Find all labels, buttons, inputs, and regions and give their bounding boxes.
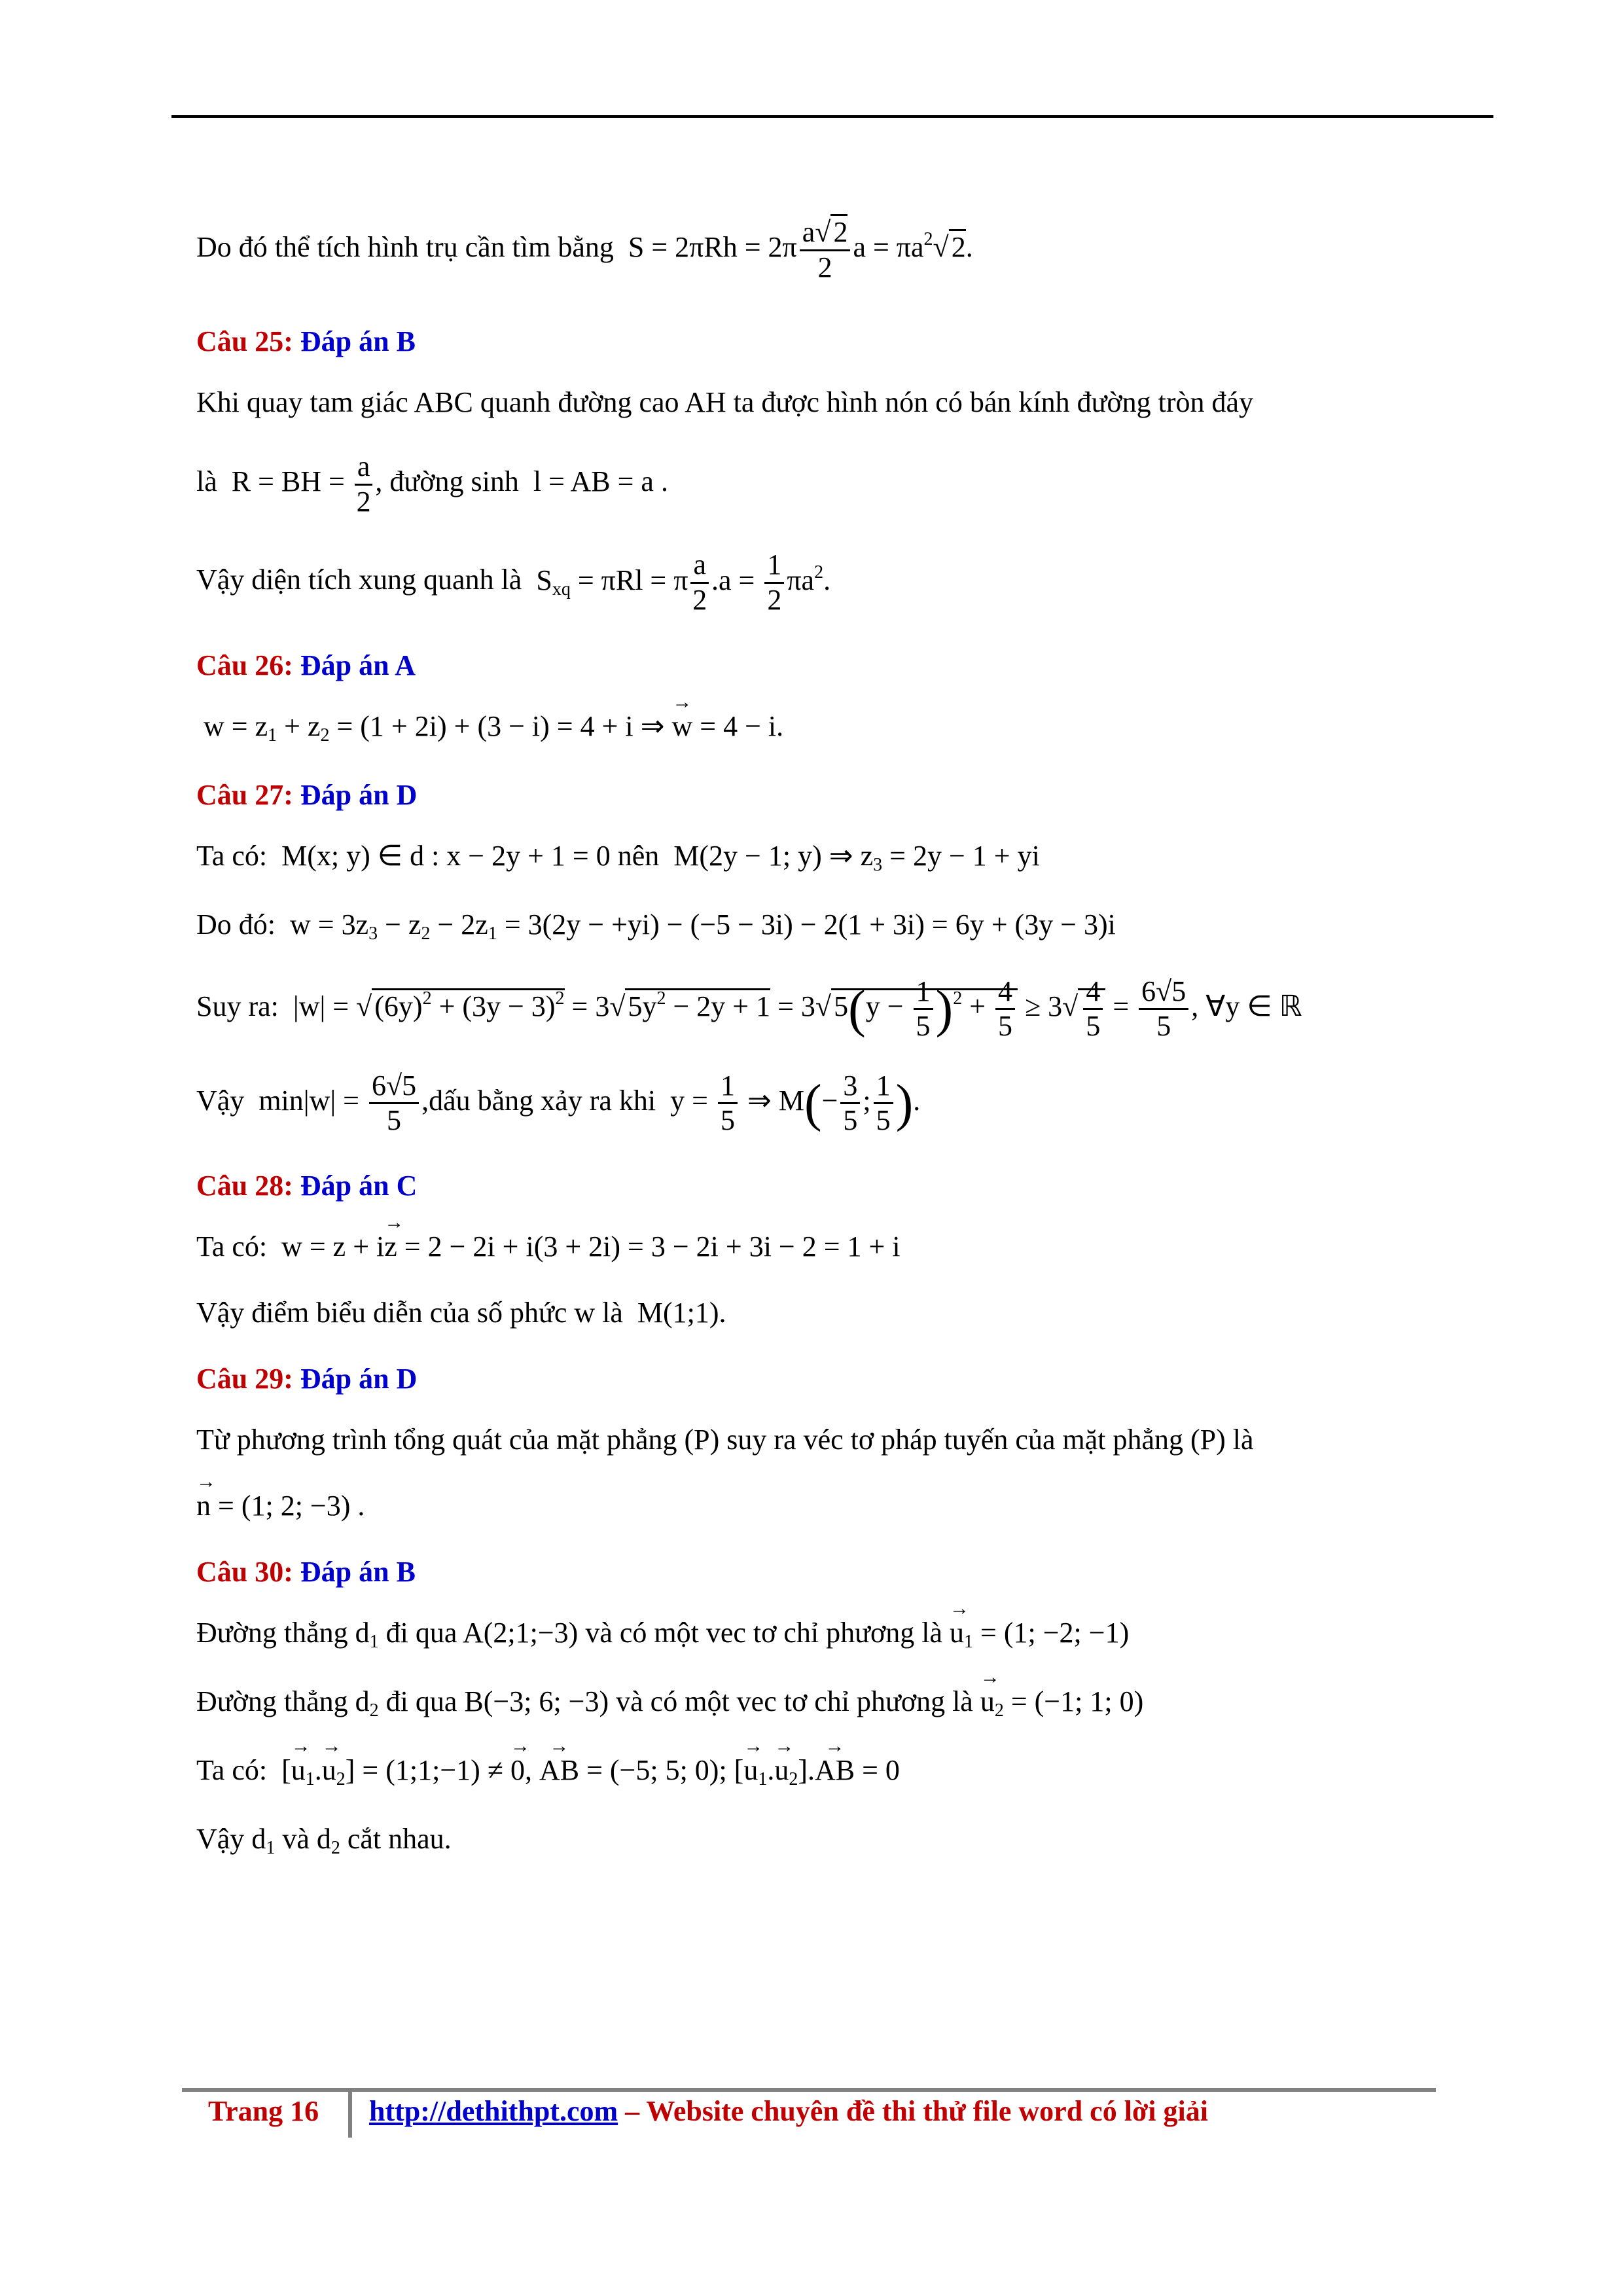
q30-line2: Đường thẳng $d_2$ đi qua B(−3; 6; −3) và có một vec tơ chỉ phương là → $u_2 = (-1$; 1; 0) xyxy=(196,1683,1453,1722)
q26-heading: Câu 26: Đáp án A xyxy=(196,649,416,681)
q25-line2: là R = BH = $\frac{a}{2}$ , đường sinh l = AB = a . xyxy=(196,450,668,518)
q27-line2: Do đó: $w = 3z_3 - z_2 - 2z_1 = 3(2y - +yi) - (-5 - 3i) - 2(1 + 3i) = 6y + (3y - 3)i$ xyxy=(196,908,1116,944)
q27-line4: Vậy min|w| = $\frac{6√5}{5}$ ,dấu bằng xảy ra khi y = $\frac{1}{5}$ ⇒ M(− $\frac{3}{5}$ ; $\frac{1}{5}$ ). xyxy=(196,1069,921,1137)
q25-heading: Câu 25: Đáp án B xyxy=(196,325,416,358)
q28-heading: Câu 28: Đáp án C xyxy=(196,1169,418,1202)
q30-heading: Câu 30: Đáp án B xyxy=(196,1555,416,1588)
q28-line2: Vậy điểm biểu diễn của số phức w là M(1;1). xyxy=(196,1296,726,1329)
q27-heading: Câu 27: Đáp án D xyxy=(196,778,418,811)
q29-heading: Câu 29: Đáp án D xyxy=(196,1362,418,1395)
q25-line3: Vậy diện tích xung quanh là $S_{xq} = \pi Rl = \pi$ $\frac{a}{2}$ .a = $\frac{1}{2}$ $\pi a^2$. xyxy=(196,548,831,616)
q29-line1: Từ phương trình tổng quát của mặt phẳng (P) suy ra véc tơ pháp tuyến của mặt phẳng (P) là xyxy=(196,1423,1254,1456)
q30-line1: Đường thẳng $d_1$ đi qua A(2;1;−3) và có một vec tơ chỉ phương là → $u_1 = (1$; −2; −1) xyxy=(196,1615,1453,1653)
page-footer xyxy=(208,2094,1208,2128)
q27-line3: Suy ra: $|w| = √(6y)^2 + (3y - 3)^2 = 3√5y^2 - 2y + 1 = 3√5(y$ − $\frac{1}{5}$ )$^2$ + $\frac{4}{5}$ ≥ 3√ $\frac{4}{5}$ = $\frac{6√5}{5}$ , ∀y ∈ ℝ xyxy=(196,975,1302,1043)
q29-line2: → n = (1; 2; −3) . xyxy=(196,1488,1453,1524)
q27-line1: Ta có: M(x; y) ∈ d : x − 2y + 1 = 0 nên M(2y − 1; y) ⇒ $z_3 = 2y - 1$ + yi xyxy=(196,839,1040,875)
page-content xyxy=(196,216,1453,1890)
q26-line1: $w = z_1 + z_2 = (1 + 2i) + (3 - i) = 4 + i$ ⇒ → w = 4 − i. xyxy=(196,708,1453,747)
q30-line3: Ta có: [→ $u_1.\to u_2$] = (1;1;−1) ≠ → 0, → AB = (−5; 5; 0); [→ $u_1.\to u_2].\to$ AB = 0 xyxy=(196,1752,1453,1791)
site-link[interactable]: http://dethithpt.com xyxy=(369,2095,618,2127)
q25-line1: Khi quay tam giác ABC quanh đường cao AH ta được hình nón có bán kính đường tròn đáy xyxy=(196,386,1254,419)
footer-rule xyxy=(182,2088,1436,2092)
q30-line4: Vậy $d_1$ và $d_2$ cắt nhau. xyxy=(196,1822,452,1858)
q28-line1: Ta có: w = z + i→ z = 2 − 2i + i(3 + 2i) = 3 − 2i + 3i − 2 = 1 + i xyxy=(196,1229,1453,1265)
footer-tagline: – Website chuyên đề thi thử file word có lời giải xyxy=(618,2095,1208,2127)
q24-conclusion: Do đó thể tích hình trụ cần tìm bằng S = 2πRh = 2π $\frac{a√2}{2}$ $a = \pi a^2√2$. xyxy=(196,216,1453,284)
header-rule xyxy=(171,115,1493,118)
page-number: Trang 16 xyxy=(208,2095,319,2127)
